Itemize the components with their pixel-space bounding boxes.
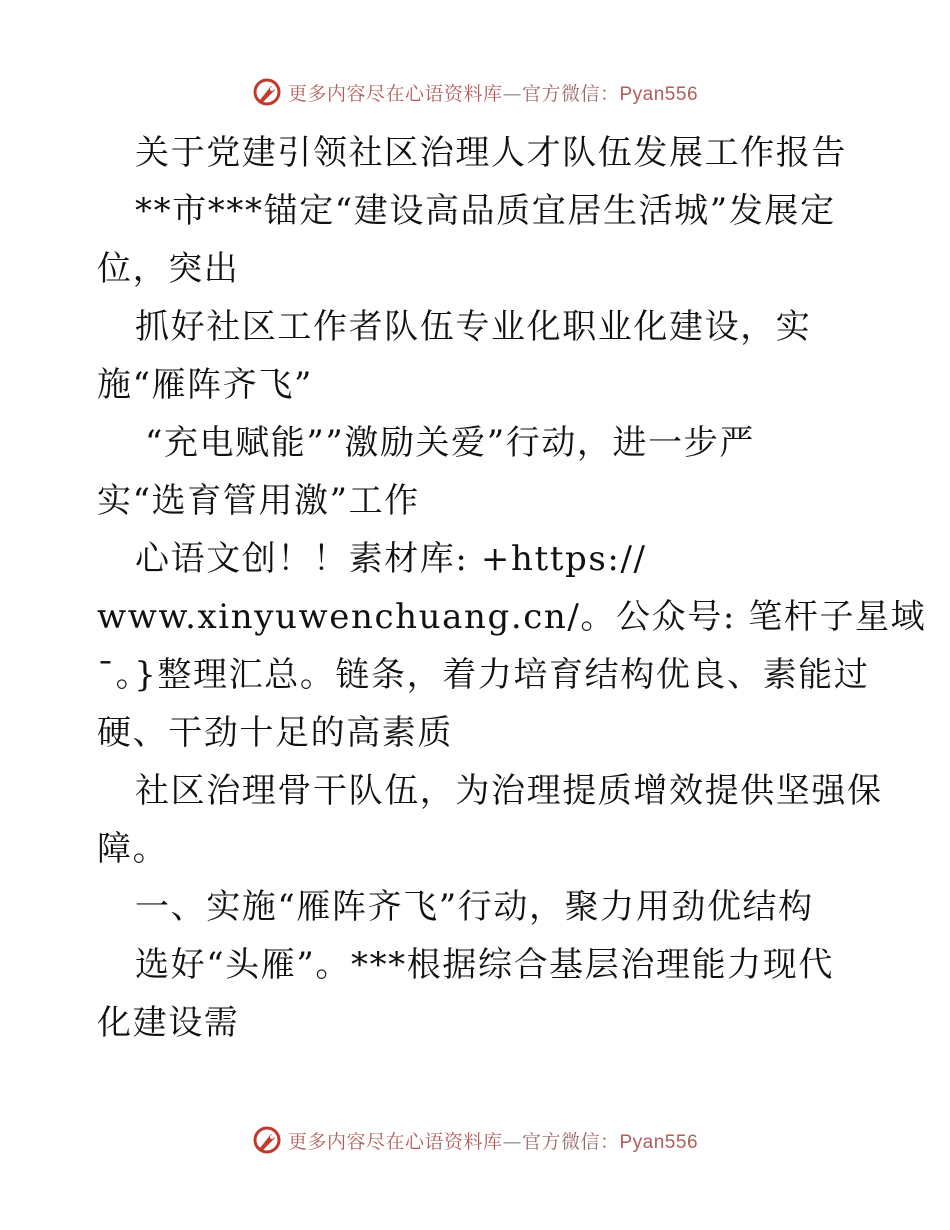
paragraph-line: 化建设需	[97, 1003, 240, 1043]
banner-slogan: 更多内容尽在心语资料库	[287, 82, 503, 105]
header-banner	[0, 72, 950, 112]
paragraph-line: 实“选育管用激”工作	[97, 481, 420, 521]
document-body	[97, 124, 927, 1052]
footer-banner	[0, 1120, 950, 1160]
document-title: 关于党建引领社区治理人才队伍发展工作报告	[135, 133, 847, 173]
pen-nib-logo-icon	[252, 1125, 282, 1155]
paragraph-line: “充电赋能””激励关爱”行动，进一步严	[145, 423, 755, 463]
banner-text	[288, 79, 698, 106]
paragraph-line: 硬、干劲十足的高素质	[97, 713, 453, 753]
banner-dash: —	[502, 1130, 522, 1153]
paragraph-line: 选好“头雁”。***根据综合基层治理能力现代	[135, 945, 834, 985]
banner-wechat-account: Pyan556	[619, 1131, 699, 1153]
paragraph-line: 障。	[97, 829, 169, 869]
paragraph-line: **市***锚定“建设高品质宜居生活城”发展定	[135, 191, 836, 231]
banner-wechat-account: Pyan556	[619, 83, 699, 105]
paragraph-line: 抓好社区工作者队伍专业化职业化建设，实	[135, 307, 812, 347]
paragraph-line: www.xinyuwenchuang.cn/。公众号: 笔杆子星域	[97, 597, 927, 637]
paragraph-line: 位，突出	[97, 249, 240, 289]
paragraph-line: 心语文创！！素材库: +https://	[135, 539, 647, 579]
pen-nib-logo-icon	[252, 77, 282, 107]
banner-slogan: 更多内容尽在心语资料库	[287, 1130, 503, 1153]
banner-wechat-label: 官方微信：	[521, 82, 620, 105]
banner-text	[288, 1127, 698, 1154]
paragraph-line: 施“雁阵齐飞”	[97, 365, 313, 405]
banner-dash: —	[502, 82, 522, 105]
section-heading: 一、实施“雁阵齐飞”行动，聚力用劲优结构	[135, 887, 814, 927]
paragraph-line: ¯。}整理汇总。链条，着力培育结构优良、素能过	[97, 655, 870, 695]
paragraph-line: 社区治理骨干队伍，为治理提质增效提供坚强保	[135, 771, 883, 811]
banner-wechat-label: 官方微信：	[521, 1130, 620, 1153]
